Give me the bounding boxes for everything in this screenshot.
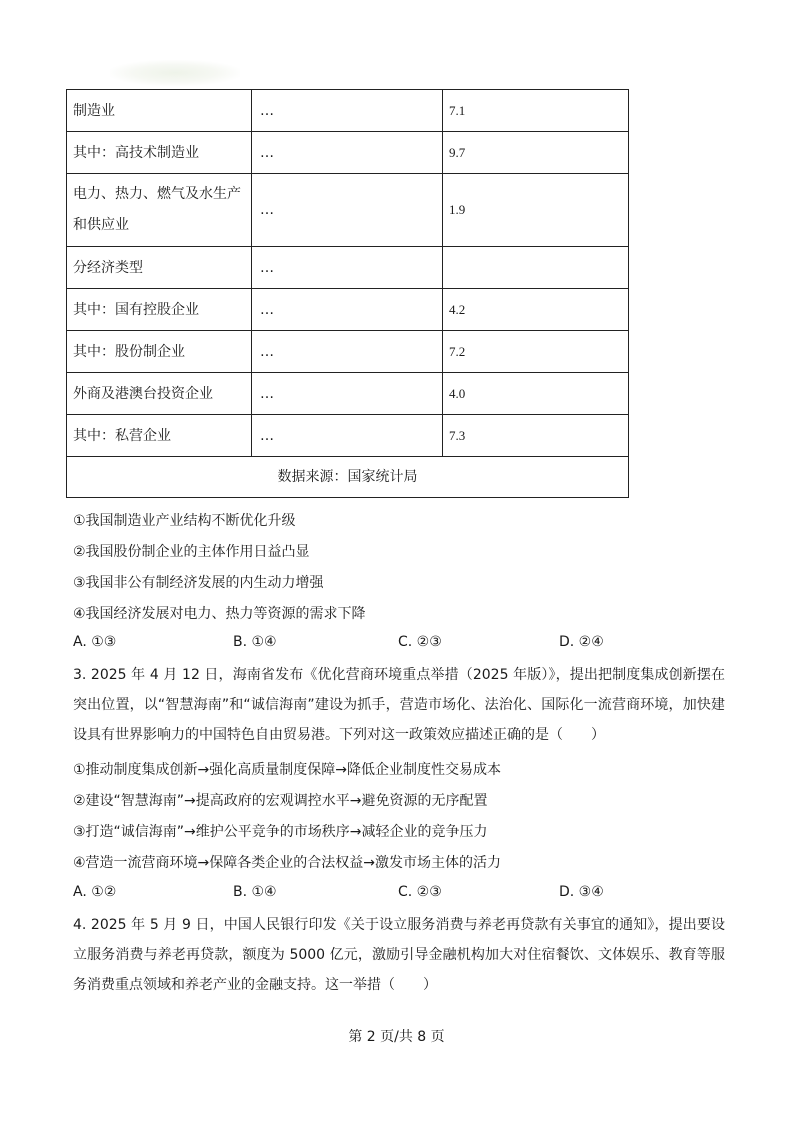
q2-option-d[interactable]: D. ②④ (559, 634, 604, 650)
q3-statement: ④营造一流营商环境→保障各类企业的合法权益→激发市场主体的活力 (73, 855, 502, 871)
table-source-row (67, 457, 629, 498)
q2-option-b[interactable]: B. ①④ (233, 634, 277, 650)
row-ellipsis: … (252, 415, 443, 457)
q3-statement: ②建设“智慧海南”→提高政府的宏观调控水平→避免资源的无序配置 (73, 793, 488, 809)
row-value: 4.0 (443, 373, 629, 415)
row-value: 7.3 (443, 415, 629, 457)
scan-smudge (110, 60, 240, 86)
q3-option-a[interactable]: A. ①② (73, 884, 117, 900)
table-row (67, 174, 629, 247)
row-label: 其中：股份制企业 (67, 331, 252, 373)
page-number-footer: 第 2 页/共 8 页 (348, 1029, 445, 1045)
table-row (67, 331, 629, 373)
q3-statement: ③打造“诚信海南”→维护公平竞争的市场秩序→减轻企业的竞争压力 (73, 824, 488, 840)
row-label: 制造业 (67, 90, 252, 132)
table-source-note: 数据来源：国家统计局 (67, 457, 629, 498)
q4-stem: 4. 2025 年 5 月 9 日，中国人民银行印发《关于设立服务消费与养老再贷款有关事宜的通知》，提出要设立服务消费与养老再贷款，额度为 5000 亿元，激励引导金融机构加大对住宿餐饮、文体娱乐、教育等服务消费重点领域和养老产业的金融支持。这一举措（ ） (73, 917, 725, 993)
row-ellipsis: … (252, 289, 443, 331)
q3-option-d[interactable]: D. ③④ (559, 884, 604, 900)
row-ellipsis: … (252, 331, 443, 373)
row-value: 4.2 (443, 289, 629, 331)
row-ellipsis: … (252, 132, 443, 174)
q3-option-c[interactable]: C. ②③ (398, 884, 442, 900)
q2-option-c[interactable]: C. ②③ (398, 634, 442, 650)
q2-statement: ①我国制造业产业结构不断优化升级 (73, 513, 296, 529)
row-label: 其中：私营企业 (67, 415, 252, 457)
q3-statement: ①推动制度集成创新→强化高质量制度保障→降低企业制度性交易成本 (73, 762, 502, 778)
table-row (67, 90, 629, 132)
row-ellipsis: … (252, 373, 443, 415)
row-ellipsis: … (252, 90, 443, 132)
row-label: 分经济类型 (67, 247, 252, 289)
q2-statement: ③我国非公有制经济发展的内生动力增强 (73, 575, 324, 591)
row-value: 7.1 (443, 90, 629, 132)
row-label: 其中：国有控股企业 (67, 289, 252, 331)
row-ellipsis: … (252, 247, 443, 289)
row-value: 1.9 (443, 174, 629, 247)
q2-option-a[interactable]: A. ①③ (73, 634, 117, 650)
table-row (67, 373, 629, 415)
q2-statement: ④我国经济发展对电力、热力等资源的需求下降 (73, 606, 366, 622)
table-row (67, 247, 629, 289)
row-label: 外商及港澳台投资企业 (67, 373, 252, 415)
row-value: 9.7 (443, 132, 629, 174)
q3-option-b[interactable]: B. ①④ (233, 884, 277, 900)
row-ellipsis: … (252, 174, 443, 247)
q3-stem: 3. 2025 年 4 月 12 日，海南省发布《优化营商环境重点举措（2025 年版）》，提出把制度集成创新摆在突出位置，以“智慧海南”和“诚信海南”建设为抓手，营造市场化、法治化、国际化一流营商环境，加快建设具有世界影响力的中国特色自由贸易港。下列对这一政策效应描述正确的是（ ） (73, 667, 725, 743)
table-row (67, 415, 629, 457)
row-label: 电力、热力、燃气及水生产和供应业 (67, 174, 252, 247)
q2-statement: ②我国股份制企业的主体作用日益凸显 (73, 544, 310, 560)
row-label: 其中：高技术制造业 (67, 132, 252, 174)
table-row (67, 289, 629, 331)
row-value: 7.2 (443, 331, 629, 373)
statistics-table (66, 89, 629, 498)
table-row (67, 132, 629, 174)
row-value (443, 247, 629, 289)
